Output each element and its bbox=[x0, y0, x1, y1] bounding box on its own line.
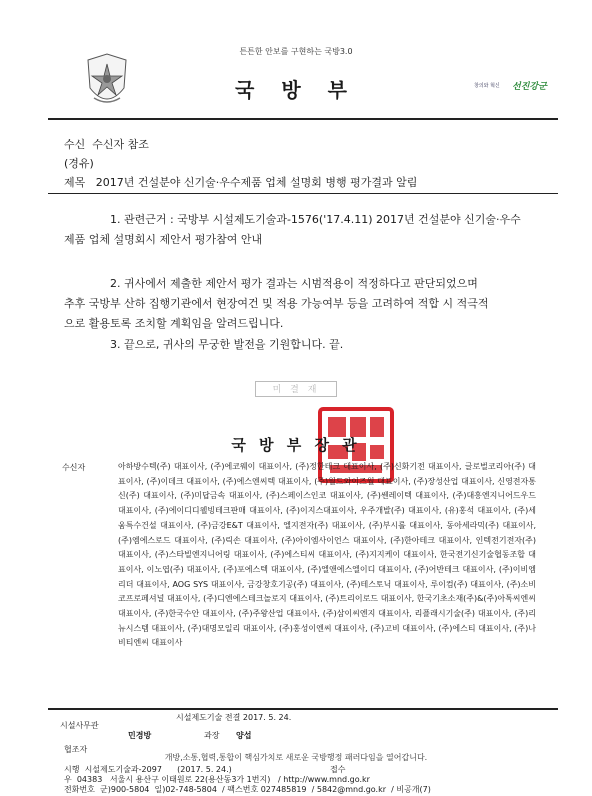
email-link[interactable]: / 5842@mnd.go.kr bbox=[311, 785, 387, 794]
address: 서울시 용산구 이태원로 22(용산동3가 1번지) bbox=[109, 775, 271, 784]
homepage-link[interactable]: / http://www.mnd.go.kr bbox=[277, 775, 370, 784]
manager-label: 과장 bbox=[204, 731, 220, 740]
recipient-list: 아하방수텍(주) 대표이사, (주)에코웨이 대표이사, (주)정한테크 대표이사, (주)신화기전 대표이사, 글로벌코리아(주) 대표이사, (주)이데크 대표이사, (주)에스엔씨텍 대표이사, (주)월드와이즈월 대표이사, (주)장성산업 대표이사, 신영전자통신(주) 대표이사, (주)미답금속 대표이사, (주)스페이스인코 대표이사, (주)쎈레이텍 대표이사, (주)대흥엔지니어드우드 대표이사, (주)에이디디웰빙테크판매 대표이사, (주)이지스대표이사, 우주개발(주) 대표이사, (유)홍석 대표이사, (주)세움특수건설 대표이사, (주)금강E&T 대표이사, 엘지전자(주) 대표이사, (주)부시롤 대표이사, 동아세라믹(주) 대표이사, (주)엠에스로드 대표이사, (주)릭손 대표이사, (주)아이엠사이언스 대표이사, (주)한아테크 대표이사, 인텍전기전자(주) 대표이사, (주)스타빌엔지니어링 대표이사, (주)에스티씨 대표이사, (주)지지케이 대표이사, 한국전기신기술협동조합 대표이사, 이노엽(주) 대표이사, (주)포에스텍 대표이사, (주)엘앤에스엘이디 대표이사, (주)어반테크 대표이사, (주)이비엠리더 대표이사, AOG SYS 대표이사, 금강창호기공(주) 대표이사, (주)테스토닉 대표이사, 루이컴(주) 대표이사, (주)소비코프로페셔널 대표이사, (주)디엔에스테크놀로지 대표이사, (주)트리이로드 대표이사, 한국기초소재(주)&(주)아톡씨엔씨 대표이사, (주)한국수안 대표이사, (주)주왕산업 대표이사, (주)삼이씨엔지 대표이사, 리플래시기술(주) 대표이사, (주)리뉴시스템 대표이사, (주)대명모일리 대표이사, (주)홍성이엔씨 대표이사, (주)고비 대표이사, (주)에스티 대표이사, (주)나비티엔씨 대표이사 bbox=[118, 462, 536, 648]
subject-line bbox=[64, 174, 417, 190]
recipient-line bbox=[64, 136, 149, 152]
recipient-value: 수신자 참조 bbox=[92, 138, 149, 151]
drafter-label: 시설사무관 bbox=[60, 721, 99, 730]
approval-line: 시설제도기술 전결 2017. 5. 24. bbox=[176, 713, 292, 722]
manager-name: 양섭 bbox=[236, 731, 252, 740]
contact-line bbox=[64, 784, 431, 795]
zip-label: 우 bbox=[64, 775, 72, 784]
paragraph-2-line-3: 으로 활용토록 조치할 계획임을 알려드립니다. bbox=[64, 317, 284, 330]
header-divider bbox=[48, 118, 558, 120]
paragraph-2-line-2: 추후 국방부 산하 집행기관에서 현장여건 및 적용 가능여부 등을 고려하여 적합 시 적극적 bbox=[64, 297, 489, 310]
paragraph-1-line-2: 제품 업체 설명회시 제안서 평가참여 안내 bbox=[64, 233, 263, 246]
slogan-logo bbox=[474, 80, 554, 98]
via-line: (경유) bbox=[64, 157, 94, 170]
zip-code: 04383 bbox=[76, 775, 103, 784]
phone-label: 전화번호 bbox=[64, 785, 95, 794]
cooperator-label: 협조자 bbox=[64, 745, 88, 754]
subject-value: 2017년 건설분야 신기술·우수제품 업체 설명회 병행 평가결과 알림 bbox=[95, 176, 418, 189]
drafter-name: 민경방 bbox=[128, 731, 152, 740]
organization-title: 국 방 부 bbox=[235, 78, 357, 102]
subject-divider bbox=[48, 193, 558, 194]
paragraph-3: 3. 끝으로, 귀사의 무궁한 발전을 기원합니다. 끝. bbox=[110, 338, 344, 351]
footer-motto: 개방,소통,협력,통합이 핵심가치로 새로운 국방행정 패러다임을 열어갑니다. bbox=[164, 753, 428, 762]
sender-title: 국 방 부 장 관 bbox=[231, 436, 361, 454]
doc-label: 시행 bbox=[64, 765, 80, 774]
header-slogan: 튼튼한 안보를 구현하는 국방3.0 bbox=[239, 47, 353, 56]
disclosure-status: / 비공개(7) bbox=[391, 785, 431, 794]
fax-number: / 팩스번호 027485819 bbox=[222, 785, 307, 794]
subject-label: 제목 bbox=[64, 176, 86, 189]
slogan-logo-small-text: 창의와 혁신 bbox=[474, 83, 500, 89]
receipt-label: 접수 bbox=[330, 765, 346, 774]
doc-number: 시설제도기술과-2097 bbox=[84, 765, 162, 774]
approver-placeholder-box: 미 결 재 bbox=[255, 381, 337, 397]
paragraph-2-line-1: 2. 귀사에서 제출한 제안서 평가 결과는 시범적용이 적정하다고 판단되었으며 bbox=[110, 277, 478, 290]
slogan-logo-big-text: 선진강군 bbox=[512, 82, 547, 92]
recipient-label: 수신 bbox=[64, 138, 86, 151]
phone-general: 일)02-748-5804 bbox=[154, 785, 217, 794]
doc-date: (2017. 5. 24.) bbox=[177, 765, 232, 774]
paragraph-1-line-1: 1. 관련근거 : 국방부 시설제도기술과-1576('17.4.11) 2017년 건설분야 신기술·우수 bbox=[110, 213, 521, 226]
recipient-divider bbox=[48, 708, 558, 710]
recipient-list-label: 수신자 bbox=[62, 463, 86, 472]
phone-military: 군)900-5804 bbox=[100, 785, 150, 794]
